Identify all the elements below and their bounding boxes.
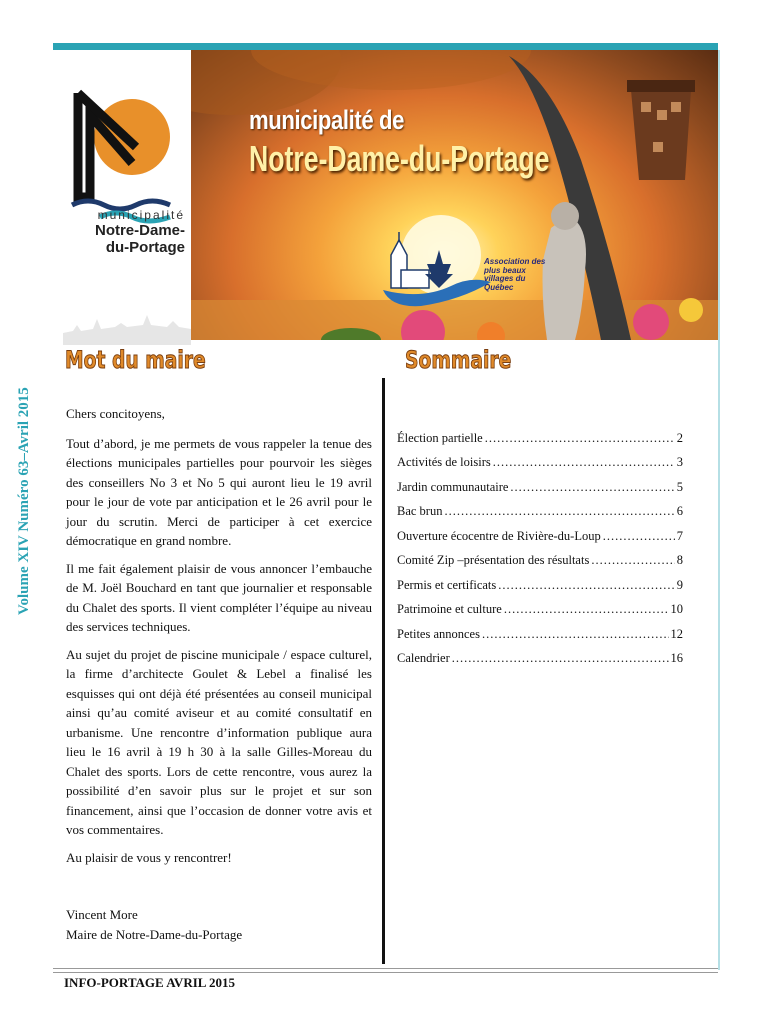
logo-word: municipalité [97,208,185,222]
toc-item[interactable]: Comité Zip –présentation des résultats ..... 8 [397,549,683,574]
skyline-silhouette-icon [63,305,191,345]
letter-paragraph: Tout d’abord, je me permets de vous rappeler la tenue des élections municipales partielles pour pourvoir les sièges des conseillers No 3 et No 5 qui auront lieu le 19 avril pour le jour de vote par anticipation et le 26 avril pour le jour du scrutin. Merci de participer à cet exercice démocratique en grand nombre. [66,435,372,548]
letter-paragraph: Au sujet du projet de piscine municipale / espace culturel, la firme d’architecte Goulet & Lebel a finalisé les esquisses qui ont déjà été présentées au conseil municipal ainsi qu’au comité aviseur et au comité consultatif en urbanisme. Une rencontre d’information publique aura lieu le 16 avril à 19 h 30 à la salle Gilles-Moreau du Chalet des sports. Lors de cette rencontre, vous aurez la possibilité d’en savoir plus sur le projet et sur son financement, ainsi que l’occasion de donner votre avis et vos commentaires. [66,646,372,837]
toc-item[interactable]: Élection partielle ..... 2 [397,426,683,451]
header-banner [191,50,718,340]
banner-scene-icon [191,50,718,340]
logo-name-line2: du-Portage [105,239,185,256]
letter-paragraph: Il me fait également plaisir de vous annoncer l’embauche de M. Joël Bouchard en tant que journalier et responsable du Chalet des sports. Il vient compléter l’équipe au niveau des services techniques. [66,560,372,634]
top-rule [53,43,718,50]
toc-item[interactable]: Jardin communautaire ..... 5 [397,475,683,500]
association-label: Association des plus beaux villages du Québec [484,257,546,292]
mayor-letter [66,404,372,875]
column-divider [382,378,385,964]
toc-item[interactable]: Calendrier ..... 16 [397,647,683,672]
letter-paragraph: Au plaisir de vous y rencontrer! [66,849,232,865]
signature-role: Maire de Notre-Dame-du-Portage [66,927,243,942]
toc-item[interactable]: Bac brun ..... 6 [397,500,683,525]
toc-item[interactable]: Patrimoine et culture ..... 10 [397,598,683,623]
toc-item[interactable]: Petites annonces ..... 12 [397,622,683,647]
logo-name-line1: Notre-Dame- [94,222,185,239]
municipal-logo [53,50,191,340]
volume-label: Volume XIV Numéro 63–Avril 2015 [16,387,32,615]
toc-item[interactable]: Permis et certificats ..... 9 [397,573,683,598]
side-rule [718,50,720,970]
mayor-word-title: Mot du maire [65,346,206,374]
banner-title-line1: municipalité de [249,105,405,135]
toc-item[interactable]: Activités de loisirs ..... 3 [397,451,683,476]
footer-rule [53,968,718,973]
letter-greeting: Chers concitoyens, [66,406,165,421]
signature-name: Vincent More [66,907,138,922]
footer-label: INFO-PORTAGE AVRIL 2015 [64,975,235,990]
letter-signature [66,905,242,945]
table-of-contents [397,426,683,671]
summary-title: Sommaire [405,346,512,374]
banner-title-line2: Notre-Dame-du-Portage [249,138,550,179]
toc-item[interactable]: Ouverture écocentre de Rivière-du-Loup ..... 7 [397,524,683,549]
